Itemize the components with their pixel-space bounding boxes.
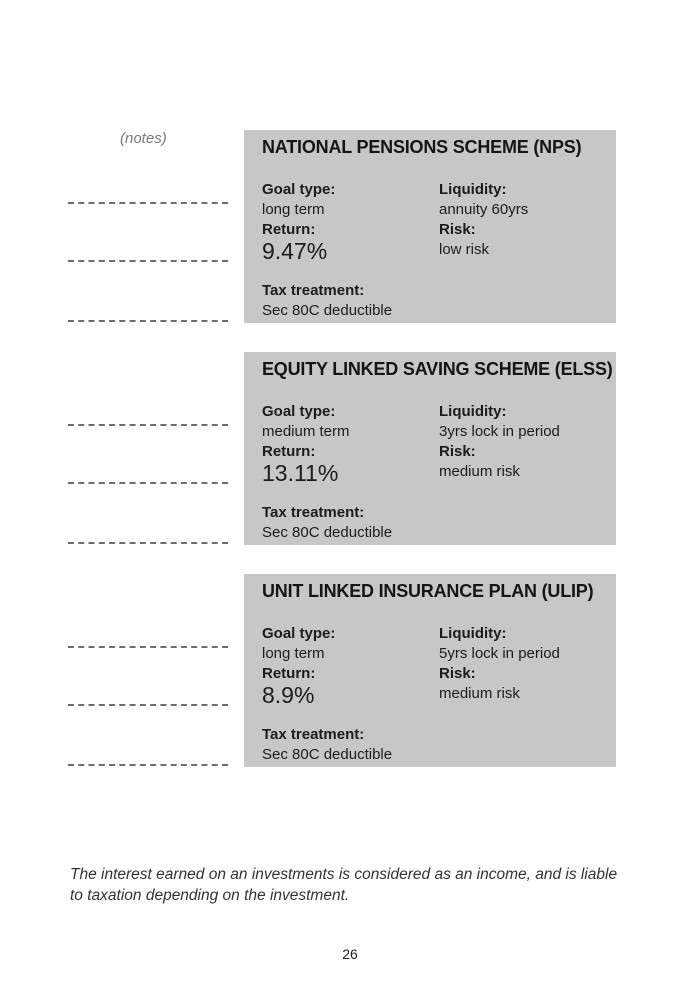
card-title: UNIT LINKED INSURANCE PLAN (ULIP) [262, 581, 594, 601]
goal-type-block [262, 624, 335, 664]
page-number: 26 [342, 946, 358, 962]
notes-label: (notes) [120, 130, 167, 147]
investment-card-ulip [244, 574, 616, 767]
tax-label: Tax treatment: [262, 504, 365, 521]
note-line [68, 482, 228, 484]
tax-block [262, 725, 392, 765]
tax-value: Sec 80C deductible [262, 302, 393, 319]
risk-label: Risk: [439, 221, 476, 238]
return-label: Return: [262, 443, 316, 460]
card-title: EQUITY LINKED SAVING SCHEME (ELSS) [262, 359, 613, 379]
tax-label: Tax treatment: [262, 726, 365, 743]
liquidity-label: Liquidity: [439, 403, 507, 420]
goal-type-block [262, 402, 350, 442]
note-line [68, 542, 228, 544]
return-value: 13.11% [262, 460, 339, 486]
risk-block [439, 442, 520, 482]
note-line [68, 764, 228, 766]
note-line [68, 202, 228, 204]
footnote: The interest earned on an investments is considered as an income, and is liable to taxation depending on the investment. [70, 866, 618, 904]
note-line [68, 260, 228, 262]
risk-value: low risk [439, 241, 490, 258]
goal-type-label: Goal type: [262, 625, 336, 642]
goal-type-value: long term [262, 201, 325, 218]
risk-block [439, 664, 520, 704]
note-line [68, 320, 228, 322]
goal-type-value: long term [262, 645, 325, 662]
investment-card-nps [244, 130, 616, 323]
liquidity-block [439, 624, 560, 664]
return-block [262, 442, 338, 484]
return-value: 9.47% [262, 238, 328, 264]
tax-label: Tax treatment: [262, 282, 365, 299]
risk-block [439, 220, 489, 260]
goal-type-label: Goal type: [262, 181, 336, 198]
tax-block [262, 503, 392, 543]
goal-type-label: Goal type: [262, 403, 336, 420]
liquidity-block [439, 180, 528, 220]
liquidity-block [439, 402, 560, 442]
note-line [68, 704, 228, 706]
risk-value: medium risk [439, 685, 520, 702]
risk-label: Risk: [439, 665, 476, 682]
tax-value: Sec 80C deductible [262, 746, 393, 763]
card-title: NATIONAL PENSIONS SCHEME (NPS) [262, 137, 582, 157]
goal-type-block [262, 180, 335, 220]
liquidity-value: 3yrs lock in period [439, 423, 560, 440]
risk-value: medium risk [439, 463, 520, 480]
return-block [262, 664, 315, 706]
note-line [68, 646, 228, 648]
liquidity-value: annuity 60yrs [439, 201, 529, 218]
return-value: 8.9% [262, 682, 315, 708]
tax-block [262, 281, 392, 321]
liquidity-label: Liquidity: [439, 625, 507, 642]
note-line [68, 424, 228, 426]
return-label: Return: [262, 221, 316, 238]
liquidity-value: 5yrs lock in period [439, 645, 560, 662]
goal-type-value: medium term [262, 423, 350, 440]
return-label: Return: [262, 665, 316, 682]
return-block [262, 220, 327, 262]
investment-card-elss [244, 352, 616, 545]
liquidity-label: Liquidity: [439, 181, 507, 198]
risk-label: Risk: [439, 443, 476, 460]
tax-value: Sec 80C deductible [262, 524, 393, 541]
